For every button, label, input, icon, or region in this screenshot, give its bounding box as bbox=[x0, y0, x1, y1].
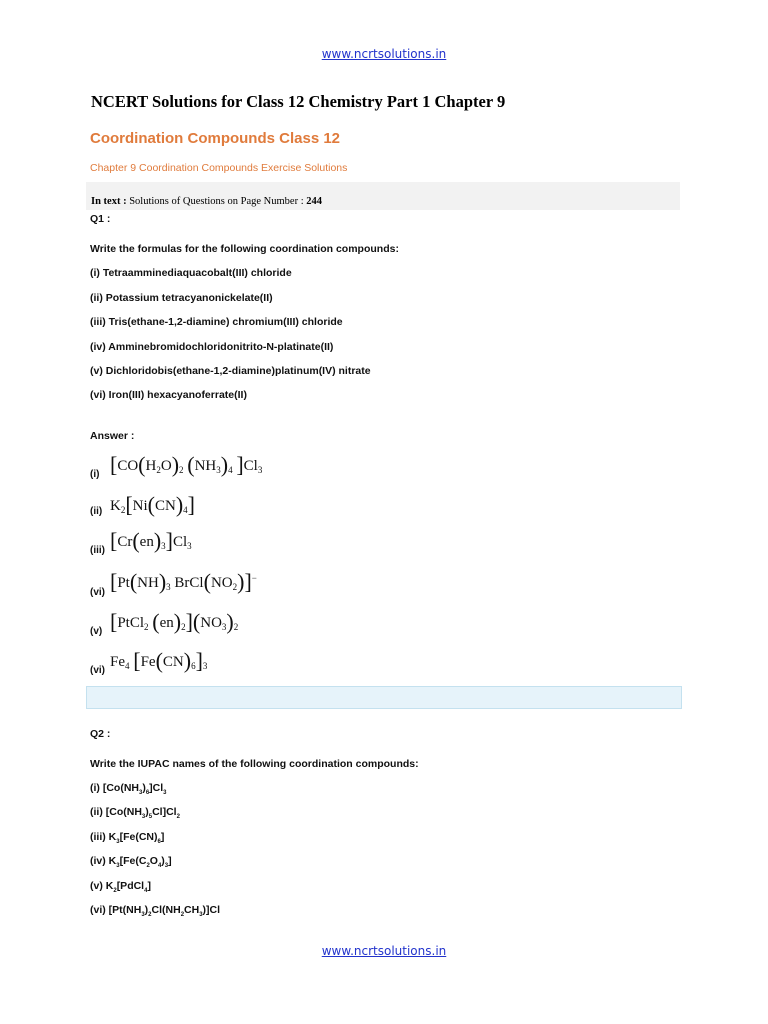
page-title: NCERT Solutions for Class 12 Chemistry Part 1 Chapter 9 bbox=[91, 92, 506, 111]
intext-text: Solutions of Questions on Page Number : bbox=[129, 196, 304, 207]
section-title: Coordination Compounds Class 12 bbox=[90, 130, 341, 147]
formula-i: [$CO(H_2O)_2$ $(NH_3)_4$ ]$Cl_3$ bbox=[110, 452, 263, 477]
intext-line bbox=[91, 196, 322, 207]
answer-item-label: (vi) bbox=[90, 587, 105, 598]
q1-item: (iii) Tris(ethane-1,2-diamine) chromium(III) chloride bbox=[90, 316, 343, 328]
answer-item-label: (v) bbox=[90, 626, 103, 637]
answer-label: Answer : bbox=[90, 430, 135, 442]
formula-v: [PtCl$_2$ $(en)_2](NO_3)_2$ bbox=[110, 609, 239, 634]
q1-item: (v) Dichloridobis(ethane-1,2-diamine)platinum(IV) nitrate bbox=[90, 365, 371, 377]
formula-vi: $Fe_4$ $[Fe(CN)_6]_3$ bbox=[110, 648, 208, 673]
q2-item: (v) $K_2[PdCl_4]$ bbox=[90, 880, 151, 895]
formula-ii: $K_2[Ni(CN)_4]$ bbox=[110, 492, 195, 517]
q2-item: (i) $[Co(NH_3)_6]Cl_3$ bbox=[90, 782, 167, 797]
chapter-heading: Chapter 9 Coordination Compounds Exercise Solutions bbox=[90, 162, 348, 174]
q2-item: (vi) $[Pt(NH_3)_2Cl(NH_2CH_3)]Cl$ bbox=[90, 904, 221, 919]
q1-prompt: Write the formulas for the following coordination compounds: bbox=[90, 243, 399, 255]
answer-item-label: (i) bbox=[90, 469, 100, 480]
q1-item: (ii) Potassium tetracyanonickelate(II) bbox=[90, 292, 273, 304]
formula-iv: [$Pt(NH)_3$ $BrCl(NO_2)]^-$ bbox=[110, 569, 257, 594]
q2-item: (iv) $K_3[Fe(C_2O_4)_3]$ bbox=[90, 855, 172, 870]
q1-item: (iv) Amminebromidochloridonitrito-N-platinate(II) bbox=[90, 341, 334, 353]
header-link[interactable]: www.ncrtsolutions.in bbox=[321, 47, 447, 61]
formula-iii: $[Cr(en)_3]Cl_3$ bbox=[110, 528, 192, 553]
q2-item: (iii) $K_3[Fe(CN)_6]$ bbox=[90, 831, 165, 846]
answer-item-label: (ii) bbox=[90, 506, 103, 517]
intext-label: In text : bbox=[91, 196, 127, 207]
footer-link[interactable]: www.ncrtsolutions.in bbox=[321, 944, 447, 958]
q2-item: (ii) $[Co(NH_3)_5Cl]Cl_2$ bbox=[90, 806, 180, 821]
q1-item: (vi) Iron(III) hexacyanoferrate(II) bbox=[90, 389, 247, 401]
q1-item: (i) Tetraamminediaquacobalt(III) chloride bbox=[90, 267, 292, 279]
intext-page: 244 bbox=[306, 196, 322, 207]
q2-label: Q2 : bbox=[90, 728, 111, 740]
answer-item-label: (vi) bbox=[90, 665, 105, 676]
q2-prompt: Write the IUPAC names of the following coordination compounds: bbox=[90, 758, 419, 770]
answer-item-label: (iii) bbox=[90, 545, 105, 556]
separator-bar bbox=[86, 686, 682, 709]
q1-label: Q1 : bbox=[90, 213, 111, 225]
